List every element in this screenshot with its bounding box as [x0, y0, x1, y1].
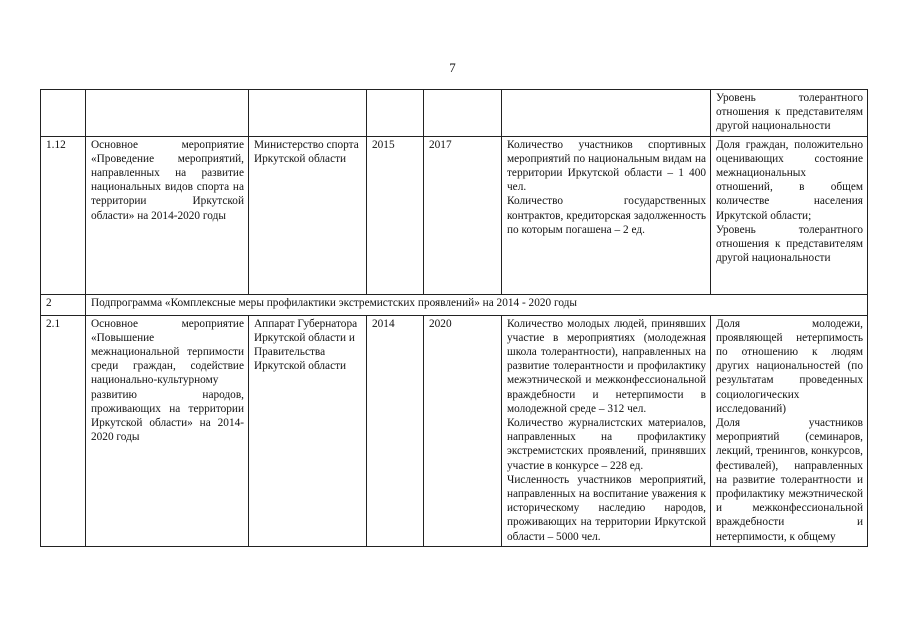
indicators-cell: [502, 136, 711, 294]
outcome-cell: Уровень толерантного отношения к представителям другой национальности: [711, 90, 868, 137]
indicators-cell: [502, 90, 711, 137]
indicator-text: Количество молодых людей, принявших участие в мероприятиях (молодежная школа толерантности), направленных на развитие толерантности и профилактику межэтнической и межконфессиональной враждебности и нетерпимости в молодежной среде – 312 чел.: [507, 317, 706, 415]
outcome-cell: [711, 315, 868, 546]
start-year-cell: 2014: [367, 315, 424, 546]
start-year-cell: 2015: [367, 136, 424, 294]
subprogram-title: Подпрограмма «Комплексные меры профилактики экстремистских проявлений» на 2014 - 2020 годы: [86, 294, 868, 315]
end-year-cell: [424, 90, 502, 137]
organization-cell: Министерство спорта Иркутской области: [249, 136, 367, 294]
end-year-cell: 2020: [424, 315, 502, 546]
outcome-text: Доля участников мероприятий (семинаров, лекций, тренингов, конкурсов, фестивалей), направленных на развитие толерантности и профилактику межэтнической и межконфессиональной враждебности и нетерпимости, к общему: [716, 417, 863, 543]
outcome-text: Уровень толерантного отношения к представителям другой национальности: [716, 223, 863, 265]
subprogram-row: [41, 294, 868, 315]
start-year-cell: [367, 90, 424, 137]
event-cell: [86, 90, 249, 137]
indicator-text: Численность участников мероприятий, направленных на воспитание уважения к историческому наследию народов, проживающих на территории Иркутской области – 5000 чел.: [507, 473, 706, 543]
outcome-text: Доля молодежи, проявляющей нетерпимость по отношению к людям других национальностей (по результатам проведенных социологических исследований): [716, 317, 863, 415]
row-number: 2: [41, 294, 86, 315]
table-row: [41, 315, 868, 546]
row-number: 2.1: [41, 315, 86, 546]
indicator-text: Количество участников спортивных мероприятий по национальным видам на территории Иркутской области – 1 400 чел.: [507, 138, 706, 194]
organization-cell: Аппарат Губернатора Иркутской области и Правительства Иркутской области: [249, 315, 367, 546]
indicator-text: Количество государственных контрактов, кредиторская задолженность по которым погашена – 2 ед.: [507, 195, 706, 236]
outcome-text: Доля граждан, положительно оценивающих состояние межнациональных отношений, в общем количестве населения Иркутской области;: [716, 138, 863, 222]
event-cell: Основное мероприятие «Повышение межнациональной терпимости среди граждан, содействие национально-культурному развитию народов, проживающих на территории Иркутской области» на 2014-2020 годы: [86, 315, 249, 546]
indicators-cell: [502, 315, 711, 546]
row-number: [41, 90, 86, 137]
event-cell: Основное мероприятие «Проведение мероприятий, направленных на развитие национальных видов спорта на территории Иркутской области» на 2014-2020 годы: [86, 136, 249, 294]
row-number: 1.12: [41, 136, 86, 294]
organization-cell: [249, 90, 367, 137]
indicator-text: Количество журналистских материалов, направленных на профилактику экстремистских проявлений, принявших участие в конкурсе – 228 ед.: [507, 417, 706, 472]
end-year-cell: 2017: [424, 136, 502, 294]
outcome-cell: [711, 136, 868, 294]
program-table: [40, 89, 868, 547]
table-row: [41, 136, 868, 294]
page-number: 7: [449, 60, 456, 75]
table-row: [41, 90, 868, 137]
